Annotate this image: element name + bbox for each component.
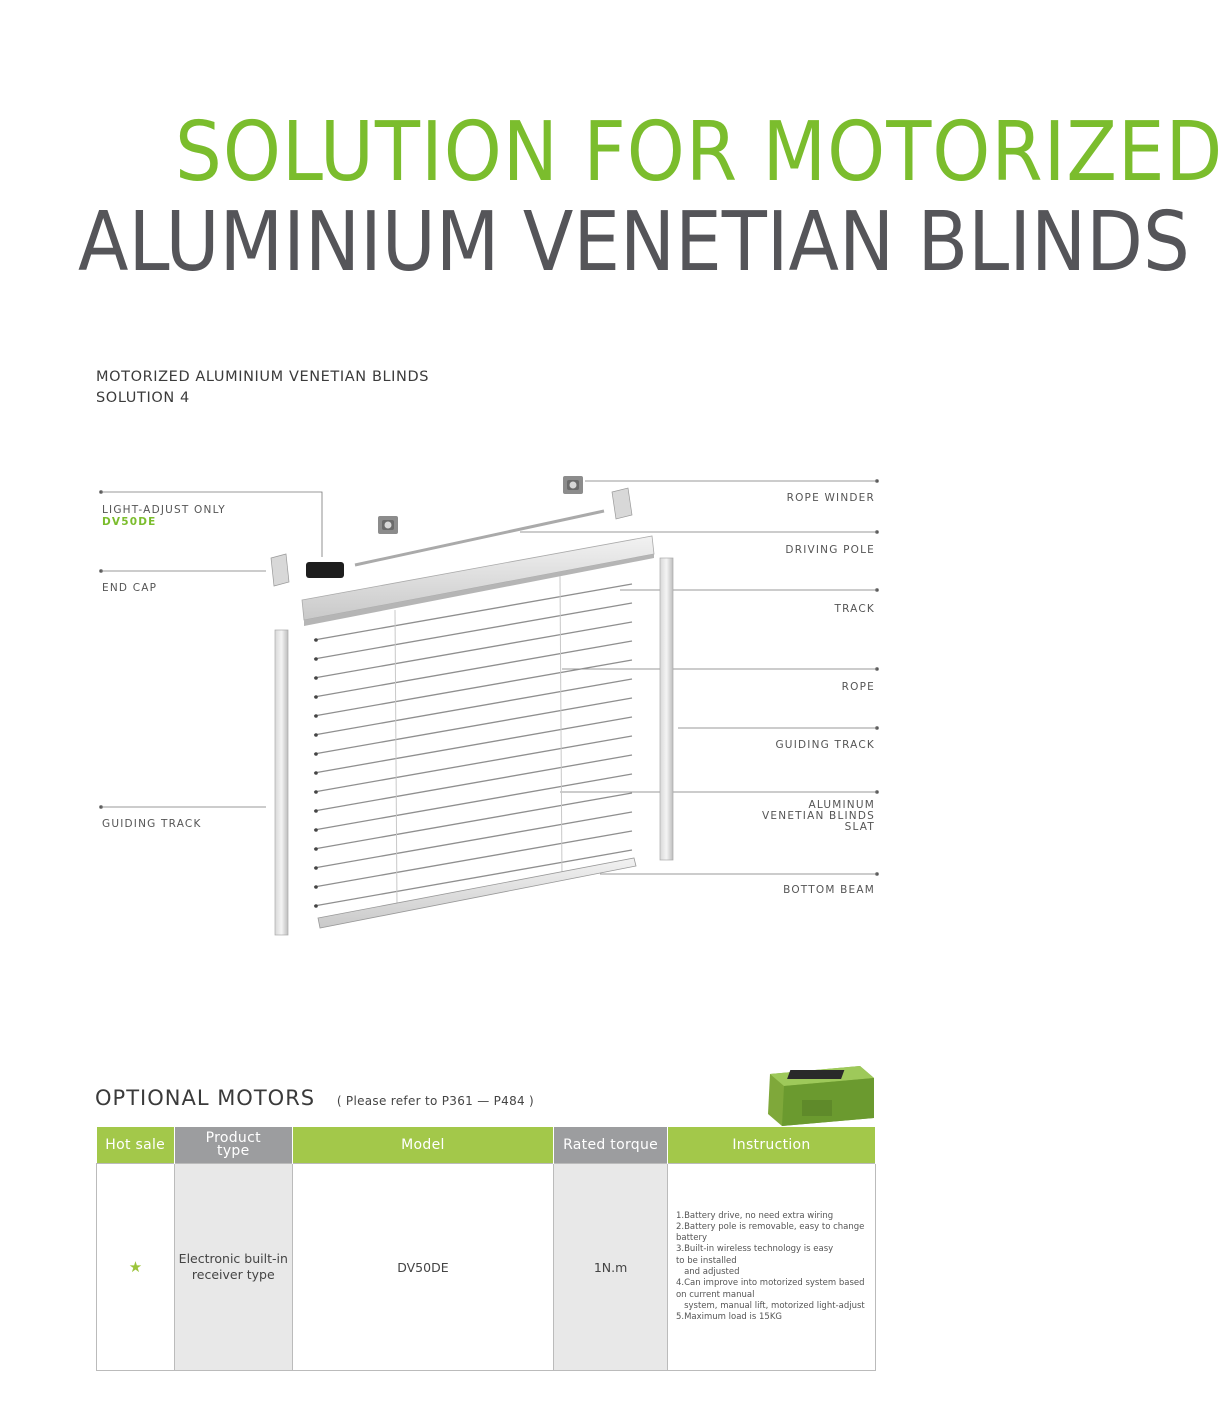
label-slat-line-2: VENETIAN BLINDS: [762, 810, 875, 822]
instruction-line: 3.Built-in wireless technology is easy: [675, 1244, 834, 1255]
section-subtitle: [96, 367, 429, 409]
bottom-beam: [318, 858, 636, 928]
label-rope: ROPE: [841, 681, 875, 693]
label-motor-model: DV50DE: [102, 516, 157, 528]
instruction-line: 1.Battery drive, no need extra wiring: [675, 1210, 834, 1221]
cell-product-type: [174, 1164, 292, 1371]
guiding-track-left: [275, 630, 288, 935]
guiding-track-right: [660, 558, 673, 860]
instruction-line: battery: [675, 1233, 707, 1244]
star-icon: ★: [128, 1258, 143, 1276]
optional-motors-title: OPTIONAL MOTORS: [95, 1086, 316, 1110]
optional-motors-heading: [95, 1086, 534, 1110]
label-guiding-track-right: GUIDING TRACK: [775, 739, 875, 751]
title-line-1: SOLUTION FOR MOTORIZED: [175, 105, 1223, 200]
header-product-type: [174, 1127, 292, 1164]
instruction-line: 5.Maximum load is 15KG: [675, 1312, 782, 1323]
slats: [314, 584, 632, 906]
instruction-line: and adjusted: [675, 1267, 740, 1277]
label-slat-line-3: SLAT: [844, 821, 875, 833]
label-bottom-beam: BOTTOM BEAM: [783, 884, 875, 896]
label-track: TRACK: [834, 603, 875, 615]
cell-rated-torque: 1N.m: [554, 1164, 668, 1371]
product-type-line-2: receiver type: [191, 1267, 275, 1282]
motor-part: [306, 562, 344, 578]
page-reference-note: ( Please refer to P361 — P484 ): [336, 1094, 535, 1108]
table-row: [97, 1164, 876, 1371]
header-model: Model: [292, 1127, 553, 1164]
rope-winder-left: [378, 516, 398, 534]
subtitle-line-2: SOLUTION 4: [96, 390, 190, 406]
label-rope-winder: ROPE WINDER: [786, 492, 875, 504]
cell-hot-sale: [97, 1164, 175, 1371]
end-cap-left: [271, 554, 289, 586]
leader-lines-left: [100, 491, 323, 809]
head-rail: [302, 536, 654, 620]
header-product-type-line-1: Product: [205, 1130, 261, 1146]
label-guiding-track-left: GUIDING TRACK: [102, 818, 202, 830]
label-light-adjust: LIGHT-ADJUST ONLY: [102, 504, 226, 516]
header-product-type-line-2: type: [217, 1143, 250, 1159]
instruction-line: 4.Can improve into motorized system based: [675, 1278, 865, 1289]
header-instruction: Instruction: [667, 1127, 875, 1164]
table-header-row: [97, 1127, 876, 1164]
label-end-cap: END CAP: [102, 582, 158, 594]
motor-product-image: [762, 1060, 877, 1128]
instruction-line: system, manual lift, motorized light-adjust: [675, 1300, 865, 1311]
title-line-2: ALUMINIUM VENETIAN BLINDS: [78, 195, 1190, 290]
instruction-line: to be installed: [675, 1255, 737, 1266]
subtitle-line-1: MOTORIZED ALUMINIUM VENETIAN BLINDS: [96, 369, 430, 385]
product-type-line-1: Electronic built-in: [178, 1251, 288, 1266]
end-cap-right: [612, 488, 632, 519]
label-slat: [762, 800, 875, 833]
instruction-line: on current manual: [675, 1289, 755, 1300]
instruction-line: 2.Battery pole is removable, easy to change: [675, 1221, 865, 1232]
rope-winder-right: [563, 476, 583, 494]
label-driving-pole: DRIVING POLE: [785, 544, 875, 556]
header-rated-torque: Rated torque: [554, 1127, 668, 1164]
cell-instruction: [667, 1164, 875, 1371]
motor-spec-table: [96, 1127, 876, 1371]
header-hot-sale: Hot sale: [97, 1127, 175, 1164]
label-slat-line-1: ALUMINUM: [808, 799, 875, 811]
cell-model: DV50DE: [292, 1164, 553, 1371]
